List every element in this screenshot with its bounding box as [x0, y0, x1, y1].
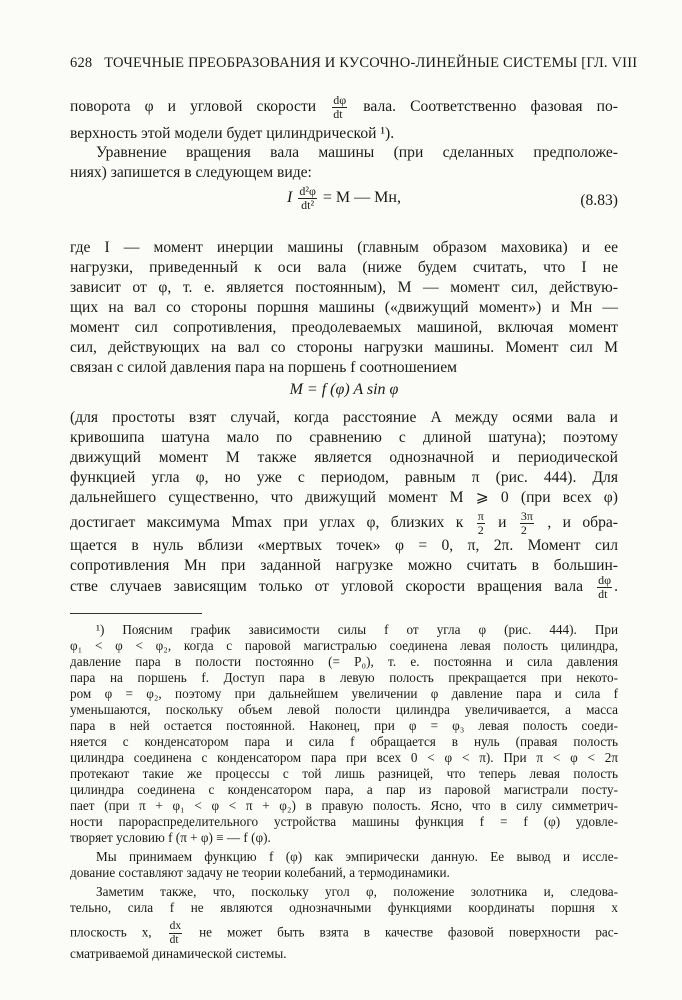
running-title: ТОЧЕЧНЫЕ ПРЕОБРАЗОВАНИЯ И КУСОЧНО-ЛИНЕЙНЫЕ СИСТЕМЫ [ГЛ. VIII: [104, 55, 638, 71]
text-line: верхность этой модели будет цилиндрической ¹).: [70, 125, 395, 142]
fraction: [477, 510, 485, 537]
text-line: (для простоты взят случай, когда расстояние A между осями вала и: [70, 409, 618, 426]
footnote-line: ¹) Поясним график зависимости силы f от угла φ (рис. 444). При: [96, 622, 618, 637]
text-line: зависит от φ, т. е. является постоянным), M — момент сил, действую-: [70, 279, 618, 296]
text-line: ниях) запишется в следующем виде:: [70, 164, 312, 181]
text-line: движущий момент M также является однозначной и периодической: [70, 449, 618, 466]
equation-term: = M — Mн,: [322, 189, 401, 207]
text-fragment: стве случаев зависящим только от угловой скорости вращения вала: [70, 578, 584, 596]
fraction: [597, 574, 612, 601]
footnote-line: пара в ней остается постоянной. Наконец, при φ = φ₃ левая полость соеди-: [70, 718, 618, 733]
fraction: [520, 510, 534, 537]
text-fragment: .: [614, 578, 618, 596]
footnote-rule: [70, 613, 202, 614]
fraction: [298, 185, 317, 212]
text-line: [70, 510, 618, 537]
footnote-line: цилиндра соединена с конденсатором пара, а пар из паровой магистрали посту-: [70, 782, 618, 797]
footnote-line: ности парораспределительного устройства машины функция f = f (φ) удовле-: [70, 814, 618, 829]
fraction-denominator: 2: [477, 523, 484, 537]
fraction-numerator: π: [477, 509, 484, 523]
fraction: [332, 94, 347, 121]
page-number: 628: [70, 55, 93, 71]
text-line: щается в нуль вблизи «мертвых точек» φ = 0, π, 2π. Момент сил: [70, 537, 618, 554]
footnote-line: [70, 920, 618, 947]
text-line: функцией угла φ, но уже с периодом, равным π (рис. 444). Для: [70, 469, 618, 486]
footnote-line: няется с конденсатором пара и сила f обращается в нуль (правая полость: [70, 734, 618, 749]
footnote-line: сматриваемой динамической системы.: [70, 946, 287, 961]
footnote-line: дование составляют задачу не теории колебаний, а термодинамики.: [70, 865, 450, 880]
footnote-line: ром φ = φ₂, поэтому при дальнейшем увеличении φ давление пара и сила f: [70, 686, 618, 701]
text-line: где I — момент инерции машины (главным образом маховика) и ее: [70, 239, 618, 256]
fraction-numerator: dx: [169, 920, 182, 932]
text-line: кривошипа шатуна мало по сравнению с длиной шатуна); поэтому: [70, 429, 618, 446]
text-line: связан с силой давления пара на поршень f соотношением: [70, 359, 457, 376]
text-line: [70, 574, 618, 601]
footnote-line: пает (при π + φ₁ < φ < π + φ₂) в правую полость. Ясно, что в силу симметрич-: [70, 798, 618, 813]
fraction-denominator: dt: [598, 587, 608, 601]
footnote-line: творяет условию f (π + φ) ≡ — f (φ).: [70, 830, 271, 845]
text-fragment: и: [498, 514, 507, 532]
footnote-line: Мы принимаем функцию f (φ) как эмпирически данную. Ее вывод и иссле-: [96, 849, 618, 864]
text-fragment: , и обра-: [547, 514, 619, 532]
text-fragment: не может быть взята в качестве фазовой поверхности рас-: [199, 924, 619, 940]
footnote-line: уменьшаются, поскольку объем левой полости цилиндра увеличивается, а масса: [70, 702, 618, 717]
text-line: Уравнение вращения вала машины (при сделанных предположе-: [96, 144, 618, 161]
equation-8-83: [70, 185, 618, 212]
fraction-numerator: d²φ: [299, 184, 316, 198]
text-line: сил, действующих на вал со стороны нагрузки машины. Момент сил M: [70, 339, 618, 356]
equation-term: I: [287, 189, 293, 207]
fraction-denominator: 2: [520, 523, 527, 537]
fraction-numerator: dφ: [333, 93, 347, 107]
fraction-numerator: 3π: [520, 509, 533, 523]
footnote-line: Заметим также, что, поскольку угол φ, положение золотника и, следова-: [96, 884, 618, 899]
text-line: момент сил сопротивления, преодолеваемых машиной, включая момент: [70, 319, 618, 336]
fraction-denominator: dt²: [301, 198, 315, 212]
footnote-line: тельно, сила f не являются однозначными функциями координаты поршня x: [70, 900, 618, 915]
text-fragment: поворота φ и угловой скорости: [70, 98, 317, 116]
text-line: нагрузки, приведенный к оси вала (ниже будем считать, что I не: [70, 259, 618, 276]
footnote-line: пара на поршень f. Доступ пара в левую полость прекращается при некото-: [70, 670, 618, 685]
text-fragment: вала. Соответственно фазовая по-: [363, 98, 618, 116]
equation-moment: M = f (φ) A sin φ: [289, 381, 399, 398]
fraction-denominator: dt: [333, 107, 343, 121]
text-fragment: достигает максимума Mmax при углах φ, близких к: [70, 514, 464, 532]
text-line: [70, 94, 618, 121]
fraction-denominator: dt: [169, 934, 179, 946]
fraction-numerator: dφ: [598, 573, 612, 587]
text-line: сопротивления Mн при заданной нагрузке можно считать в большин-: [70, 557, 618, 574]
text-line: дальнейшего существенно, что движущий момент M ⩾ 0 (при всех φ): [70, 489, 618, 506]
footnote-line: цилиндра соединена с конденсатором пара при всех 0 < φ < π). При π < φ < 2π: [70, 750, 618, 765]
footnote-line: протекают такие же процессы с той лишь разницей, что теперь левая полость: [70, 766, 618, 781]
footnote-line: φ₁ < φ < φ₂, когда с паровой магистралью соединена левая полость цилиндра,: [70, 638, 618, 653]
fraction: [169, 920, 183, 947]
equation-number: (8.83): [580, 192, 618, 209]
running-header: [70, 55, 638, 72]
text-line: щих на вал со стороны поршня машины («движущий момент») и Mн —: [70, 299, 618, 316]
text-fragment: плоскость x,: [70, 924, 152, 940]
footnote-line: давление пара в полости постоянно (= P₀), т. е. постоянна и сила давления: [70, 654, 618, 669]
